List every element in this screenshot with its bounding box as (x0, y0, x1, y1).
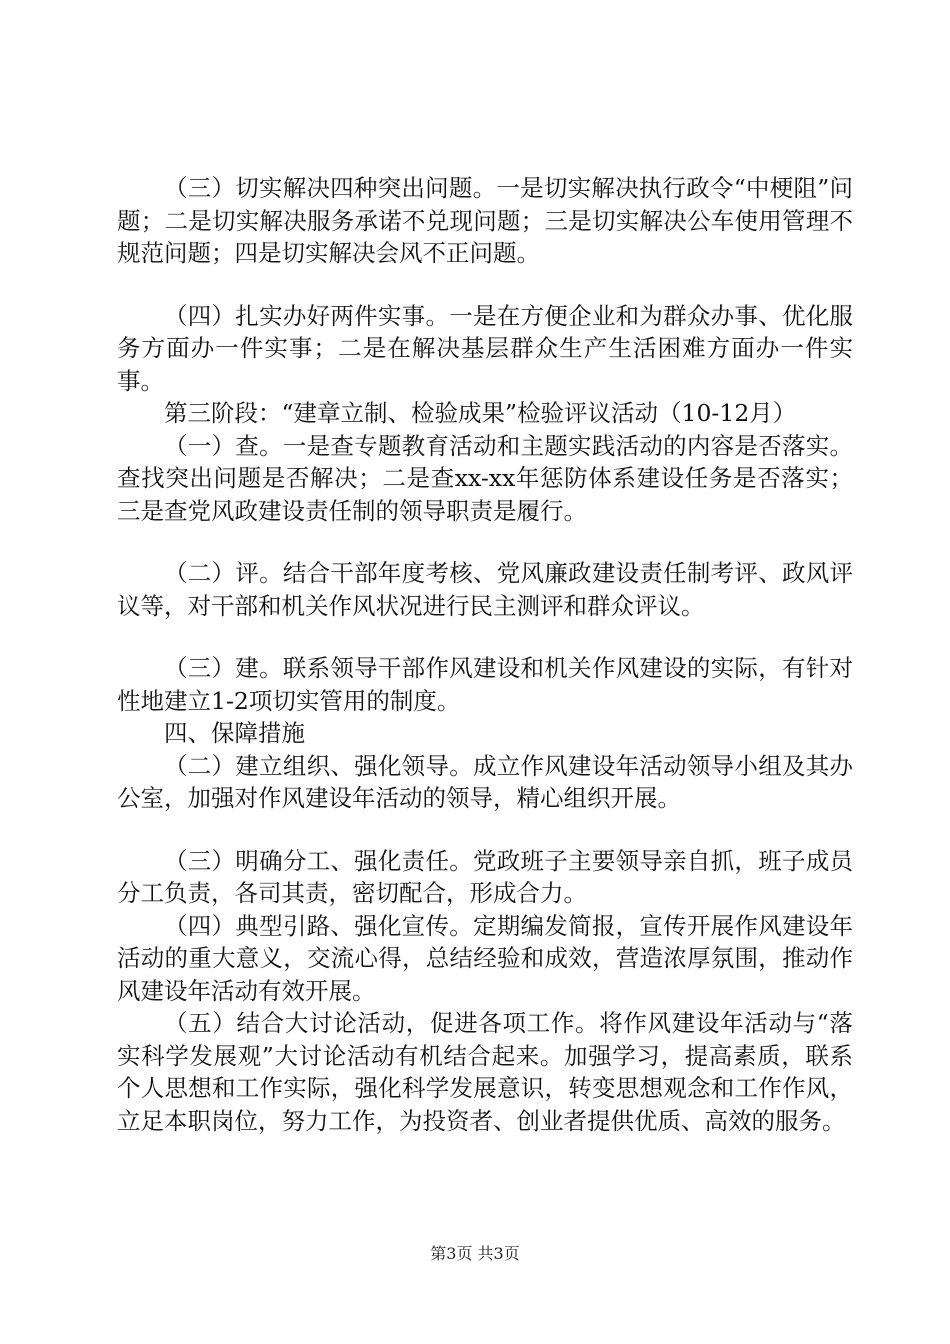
paragraph-organization: （二）建立组织、强化领导。成立作风建设年活动领导小组及其办公室，加强对作风建设年活动的领导，精心组织开展。 (117, 751, 853, 812)
paragraph-check: （一）查。一是查专题教育活动和主题实践活动的内容是否落实。查找突出问题是否解决；二是查xx-xx年惩防体系建设任务是否落实；三是查党风政建设责任制的领导职责是履行。 (117, 431, 853, 525)
paragraph-resolve-issues: （三）切实解决四种突出问题。一是切实解决执行政令“中梗阻”问题；二是切实解决服务承诺不兑现问题；三是切实解决公车使用管理不规范问题；四是切实解决会风不正问题。 (117, 174, 853, 267)
document-body (117, 172, 853, 1137)
paragraph-publicity: （四）典型引路、强化宣传。定期编发简报，宣传开展作风建设年活动的重大意义，交流心得，总结经验和成效，营造浓厚氛围，推动作风建设年活动有效开展。 (117, 911, 853, 1005)
paragraph-discussion: （五）结合大讨论活动，促进各项工作。将作风建设年活动与“落实科学发展观”大讨论活动有机结合起来。加强学习，提高素质，联系个人思想和工作实际，强化科学发展意识，转变思想观念和工作作风，立足本职岗位，努力工作，为投资者、创业者提供优质、高效的服务。 (117, 1009, 853, 1135)
paragraph-evaluate: （二）评。结合干部年度考核、党风廉政建设责任制考评、政风评议等，对干部和机关作风状况进行民主测评和群众评议。 (117, 559, 853, 620)
page-number-footer: 第3页 共3页 (430, 1244, 520, 1263)
paragraph-build: （三）建。联系领导干部作风建设和机关作风建设的实际，有针对性地建立1-2项切实管用的制度。 (117, 654, 853, 715)
paragraph-two-practical-matters: （四）扎实办好两件实事。一是在方便企业和为群众办事、优化服务方面办一件实事；二是在解决基层群众生产生活困难方面办一件实事。 (117, 301, 853, 395)
paragraph-phase-three: 第三阶段：“建章立制、检验成果”检验评议活动（10-12月） (164, 399, 797, 427)
section-heading-safeguards: 四、保障措施 (164, 719, 305, 747)
paragraph-responsibility: （三）明确分工、强化责任。党政班子主要领导亲自抓，班子成员分工负责，各司其责，密切配合，形成合力。 (117, 846, 853, 907)
